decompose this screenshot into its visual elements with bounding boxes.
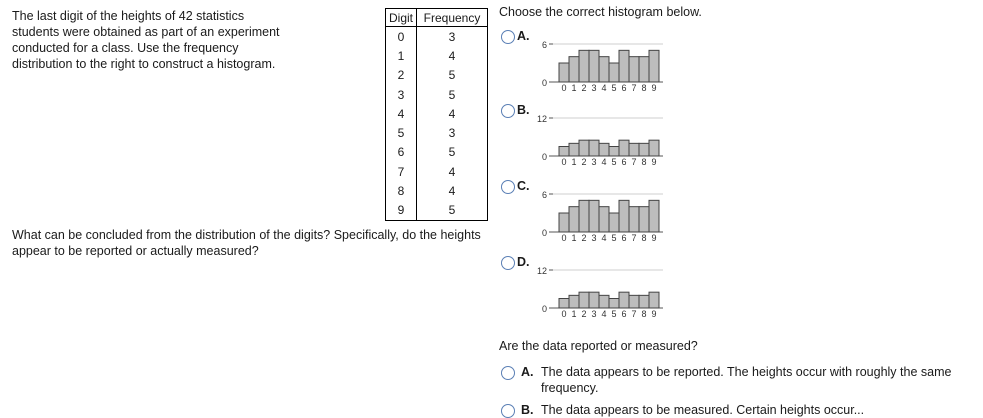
option-a[interactable] [501, 30, 701, 110]
histogram-bar [579, 50, 589, 82]
table-row [386, 27, 488, 47]
table-row [386, 162, 488, 181]
x-tick-labels [561, 233, 656, 243]
table-header-digit: Digit [386, 9, 417, 27]
histogram-bar [599, 143, 609, 156]
histogram-bar [599, 57, 609, 82]
frequency-cell: 4 [417, 181, 488, 200]
frequency-cell: 5 [417, 85, 488, 104]
frequency-cell: 5 [417, 66, 488, 85]
histogram-bar [609, 299, 619, 309]
x-tick-labels [561, 157, 656, 167]
digit-cell: 6 [386, 143, 417, 162]
frequency-cell: 4 [417, 104, 488, 123]
x-tick-label: 3 [591, 157, 597, 167]
x-tick-label: 2 [581, 309, 587, 319]
x-tick-label: 6 [621, 83, 627, 93]
x-tick-label: 2 [581, 83, 587, 93]
histogram-bar [559, 213, 569, 232]
x-tick-label: 9 [651, 309, 657, 319]
histogram-bar [559, 299, 569, 309]
histogram-bars [559, 292, 659, 308]
histogram-bar [589, 200, 599, 232]
frequency-cell: 5 [417, 201, 488, 221]
y-max-label: 6 [541, 190, 547, 200]
histogram-bar [619, 292, 629, 308]
answer-letter: A. [521, 365, 534, 379]
histogram-bar [639, 295, 649, 308]
histogram-bar [589, 50, 599, 82]
x-tick-label: 2 [581, 233, 587, 243]
frequency-cell: 4 [417, 162, 488, 181]
x-tick-label: 5 [611, 157, 617, 167]
histogram-bars [559, 200, 659, 232]
option-letter: D. [517, 255, 530, 269]
histogram-bar [579, 140, 589, 156]
frequency-cell: 3 [417, 123, 488, 142]
histogram-bar [629, 295, 639, 308]
x-tick-label: 5 [611, 83, 617, 93]
y-min-label: 0 [541, 228, 547, 238]
histogram-bar [629, 57, 639, 82]
option-letter: B. [517, 103, 530, 117]
answer-text: The data appears to be reported. The heights occur with roughly the same frequency. [541, 365, 952, 395]
digit-cell: 9 [386, 201, 417, 221]
radio-button-answer-b[interactable] [501, 404, 515, 418]
x-tick-label: 3 [591, 309, 597, 319]
option-c[interactable] [501, 180, 701, 260]
option-d[interactable] [501, 256, 701, 336]
table-row [386, 66, 488, 85]
problem-statement: The last digit of the heights of 42 statistics students were obtained as part of an experiment conducted for a class. Use the frequency distribution to the right to construct a histogram. [12, 9, 280, 71]
table-row [386, 46, 488, 65]
digit-cell: 7 [386, 162, 417, 181]
option-b[interactable] [501, 104, 701, 184]
y-min-label: 0 [541, 304, 547, 314]
x-tick-label: 8 [641, 83, 647, 93]
radio-button-answer-a[interactable] [501, 366, 515, 380]
choose-histogram-prompt: Choose the correct histogram below. [499, 5, 702, 19]
x-tick-label: 1 [571, 233, 577, 243]
option-letter: A. [517, 29, 530, 43]
histogram-bar [609, 147, 619, 157]
x-tick-label: 8 [641, 309, 647, 319]
x-tick-label: 0 [561, 233, 567, 243]
digit-cell: 3 [386, 85, 417, 104]
histogram-bar [599, 295, 609, 308]
histogram-bar [649, 292, 659, 308]
x-tick-label: 6 [621, 233, 627, 243]
digit-cell: 8 [386, 181, 417, 200]
table-row [386, 123, 488, 142]
y-min-label: 0 [541, 152, 547, 162]
histogram-bar [569, 143, 579, 156]
answer-text: The data appears to be measured. Certain heights occur... [541, 403, 865, 417]
radio-button-c[interactable] [501, 180, 515, 194]
histogram-a [531, 36, 681, 96]
table-row [386, 201, 488, 221]
histogram-bar [599, 207, 609, 232]
histogram-bars [559, 140, 659, 156]
table-row [386, 85, 488, 104]
y-max-label: 12 [536, 266, 547, 276]
x-tick-label: 8 [641, 157, 647, 167]
histogram-bar [579, 292, 589, 308]
histogram-bar [559, 147, 569, 157]
radio-button-d[interactable] [501, 256, 515, 270]
x-tick-label: 7 [631, 83, 637, 93]
histogram-bar [619, 140, 629, 156]
x-tick-label: 3 [591, 233, 597, 243]
frequency-table [385, 8, 488, 221]
histogram-bars [559, 50, 659, 82]
x-tick-label: 1 [571, 309, 577, 319]
table-row [386, 104, 488, 123]
x-tick-label: 1 [571, 157, 577, 167]
histogram-bar [589, 140, 599, 156]
y-min-label: 0 [541, 78, 547, 88]
histogram-bar [589, 292, 599, 308]
x-tick-label: 0 [561, 309, 567, 319]
x-tick-label: 4 [601, 309, 607, 319]
x-tick-label: 7 [631, 157, 637, 167]
answer-a[interactable] [501, 364, 971, 398]
x-tick-label: 4 [601, 157, 607, 167]
x-tick-label: 7 [631, 309, 637, 319]
histogram-bar [569, 57, 579, 82]
x-tick-label: 4 [601, 83, 607, 93]
x-tick-label: 3 [591, 83, 597, 93]
x-tick-label: 4 [601, 233, 607, 243]
histogram-bar [609, 63, 619, 82]
x-tick-label: 7 [631, 233, 637, 243]
digit-cell: 4 [386, 104, 417, 123]
histogram-bar [609, 213, 619, 232]
histogram-bar [629, 207, 639, 232]
x-tick-label: 0 [561, 157, 567, 167]
digit-cell: 5 [386, 123, 417, 142]
answer-b[interactable] [501, 402, 971, 418]
x-tick-label: 9 [651, 83, 657, 93]
radio-button-a[interactable] [501, 30, 515, 44]
x-tick-label: 5 [611, 233, 617, 243]
histogram-d [531, 262, 681, 322]
histogram-bar [649, 140, 659, 156]
histogram-bar [639, 207, 649, 232]
x-tick-label: 0 [561, 83, 567, 93]
x-tick-label: 6 [621, 157, 627, 167]
histogram-bar [579, 200, 589, 232]
histogram-bar [649, 50, 659, 82]
histogram-b [531, 110, 681, 170]
reported-or-measured-question: Are the data reported or measured? [499, 339, 698, 353]
frequency-cell: 4 [417, 46, 488, 65]
digit-cell: 2 [386, 66, 417, 85]
x-tick-label: 1 [571, 83, 577, 93]
histogram-bar [569, 295, 579, 308]
histogram-bar [569, 207, 579, 232]
option-letter: C. [517, 179, 530, 193]
x-tick-labels [561, 309, 656, 319]
frequency-cell: 3 [417, 27, 488, 47]
table-row [386, 143, 488, 162]
x-tick-labels [561, 83, 656, 93]
answer-letter: B. [521, 403, 534, 417]
table-row [386, 181, 488, 200]
histogram-bar [629, 143, 639, 156]
x-tick-label: 5 [611, 309, 617, 319]
histogram-bar [649, 200, 659, 232]
x-tick-label: 2 [581, 157, 587, 167]
histogram-bar [559, 63, 569, 82]
frequency-cell: 5 [417, 143, 488, 162]
histogram-bar [639, 57, 649, 82]
digit-cell: 0 [386, 27, 417, 47]
x-tick-label: 6 [621, 309, 627, 319]
histogram-bar [619, 50, 629, 82]
histogram-bar [639, 143, 649, 156]
x-tick-label: 9 [651, 157, 657, 167]
radio-button-b[interactable] [501, 104, 515, 118]
x-tick-label: 9 [651, 233, 657, 243]
y-max-label: 12 [536, 114, 547, 124]
question-text: What can be concluded from the distribution of the digits? Specifically, do the heights appear to be reported or actually measured? [12, 228, 481, 258]
y-max-label: 6 [541, 40, 547, 50]
histogram-c [531, 186, 681, 246]
table-header-frequency: Frequency [417, 9, 488, 27]
x-tick-label: 8 [641, 233, 647, 243]
histogram-bar [619, 200, 629, 232]
digit-cell: 1 [386, 46, 417, 65]
